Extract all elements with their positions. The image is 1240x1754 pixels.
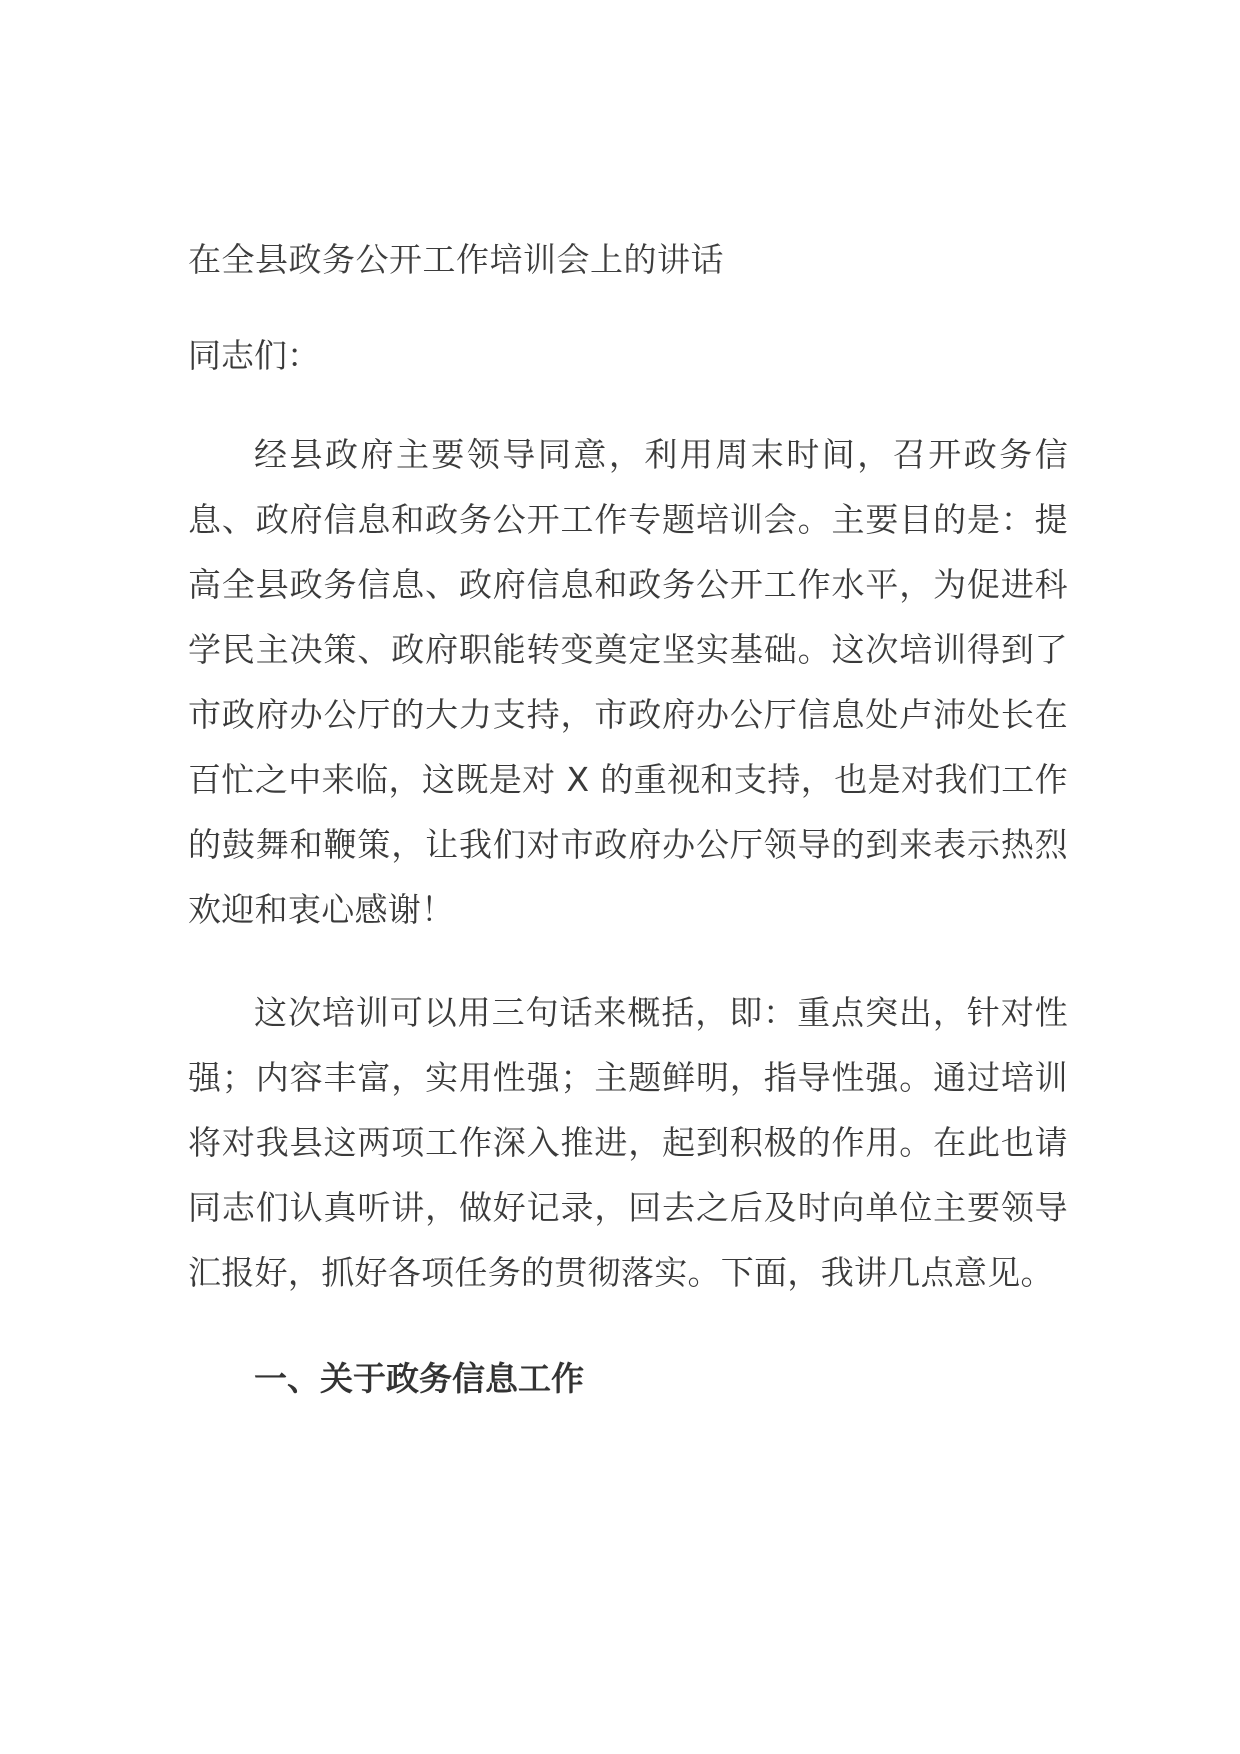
paragraph-summary: 这次培训可以用三句话来概括，即：重点突出，针对性强；内容丰富，实用性强；主题鲜明，指导性强。通过培训将对我县这两项工作深入推进，起到积极的作用。在此也请同志们认真听讲，做好记录，回去之后及时向单位主要领导汇报好，抓好各项任务的贯彻落实。下面，我讲几点意见。 (188, 993, 1068, 1292)
greeting: 同志们： (188, 336, 320, 375)
section-heading: 一、关于政务信息工作 (254, 1359, 584, 1398)
document-title: 在全县政务公开工作培训会上的讲话 (188, 240, 724, 279)
paragraph-intro: 经县政府主要领导同意，利用周末时间，召开政务信息、政府信息和政务公开工作专题培训会。主要目的是：提高全县政务信息、政府信息和政务公开工作水平，为促进科学民主决策、政府职能转变奠定坚实基础。这次培训得到了市政府办公厅的大力支持，市政府办公厅信息处卢沛处长在百忙之中来临，这既是对 X 的重视和支持，也是对我们工作的鼓舞和鞭策，让我们对市政府办公厅领导的到来表示热烈欢迎和衷心感谢！ (188, 435, 1068, 929)
document-body (188, 232, 1068, 1407)
